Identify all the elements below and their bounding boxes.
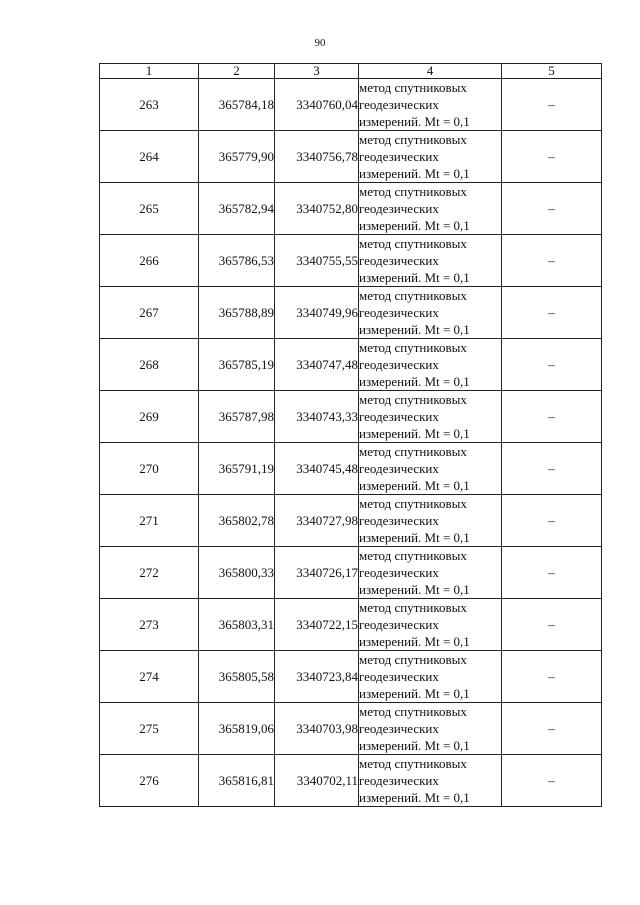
- y-coordinate-cell: 3340727,98: [275, 495, 359, 547]
- method-text-line: измерений. Mt = 0,1: [359, 270, 470, 285]
- x-coordinate-cell: 365785,19: [199, 339, 275, 391]
- x-coordinate-cell: 365803,31: [199, 599, 275, 651]
- method-cell: [359, 131, 502, 183]
- method-text-line: измерений. Mt = 0,1: [359, 374, 470, 389]
- y-coordinate-cell: 3340726,17: [275, 547, 359, 599]
- table-row: [100, 443, 602, 495]
- y-coordinate-cell: 3340743,33: [275, 391, 359, 443]
- method-text-line: геодезических: [359, 149, 439, 164]
- method-cell: [359, 287, 502, 339]
- method-cell: [359, 391, 502, 443]
- note-cell: –: [502, 287, 602, 339]
- method-cell: [359, 443, 502, 495]
- method-text-line: измерений. Mt = 0,1: [359, 738, 470, 753]
- point-number-cell: 268: [100, 339, 199, 391]
- method-text-line: измерений. Mt = 0,1: [359, 114, 470, 129]
- y-coordinate-cell: 3340756,78: [275, 131, 359, 183]
- table-row: [100, 79, 602, 131]
- note-cell: –: [502, 703, 602, 755]
- method-text-line: геодезических: [359, 201, 439, 216]
- table-row: [100, 495, 602, 547]
- note-cell: –: [502, 339, 602, 391]
- method-text-line: геодезических: [359, 513, 439, 528]
- y-coordinate-cell: 3340702,11: [275, 755, 359, 807]
- x-coordinate-cell: 365782,94: [199, 183, 275, 235]
- y-coordinate-cell: 3340745,48: [275, 443, 359, 495]
- y-coordinate-cell: 3340755,55: [275, 235, 359, 287]
- method-text-line: метод спутниковых: [359, 496, 467, 511]
- method-text-line: метод спутниковых: [359, 132, 467, 147]
- page-number: 90: [314, 37, 326, 49]
- method-text-line: геодезических: [359, 617, 439, 632]
- y-coordinate-cell: 3340747,48: [275, 339, 359, 391]
- note-cell: –: [502, 651, 602, 703]
- method-text-line: геодезических: [359, 669, 439, 684]
- point-number-cell: 270: [100, 443, 199, 495]
- method-text-line: измерений. Mt = 0,1: [359, 634, 470, 649]
- point-number-cell: 266: [100, 235, 199, 287]
- table-row: [100, 651, 602, 703]
- point-number-cell: 271: [100, 495, 199, 547]
- method-text-line: геодезических: [359, 97, 439, 112]
- table-row: [100, 339, 602, 391]
- header-cell-1: 1: [100, 64, 199, 79]
- method-text-line: геодезических: [359, 721, 439, 736]
- method-text-line: метод спутниковых: [359, 184, 467, 199]
- table-row: [100, 183, 602, 235]
- method-text-line: геодезических: [359, 773, 439, 788]
- x-coordinate-cell: 365786,53: [199, 235, 275, 287]
- method-cell: [359, 599, 502, 651]
- coordinates-table: [99, 63, 602, 807]
- method-text-line: метод спутниковых: [359, 288, 467, 303]
- table-row: [100, 703, 602, 755]
- method-cell: [359, 183, 502, 235]
- method-text-line: метод спутниковых: [359, 80, 467, 95]
- method-text-line: измерений. Mt = 0,1: [359, 322, 470, 337]
- point-number-cell: 272: [100, 547, 199, 599]
- method-cell: [359, 755, 502, 807]
- header-cell-4: 4: [359, 64, 502, 79]
- point-number-cell: 274: [100, 651, 199, 703]
- table-row: [100, 599, 602, 651]
- point-number-cell: 263: [100, 79, 199, 131]
- method-cell: [359, 339, 502, 391]
- method-text-line: геодезических: [359, 357, 439, 372]
- note-cell: –: [502, 495, 602, 547]
- point-number-cell: 269: [100, 391, 199, 443]
- table-body: [100, 79, 602, 807]
- note-cell: –: [502, 599, 602, 651]
- method-text-line: геодезических: [359, 305, 439, 320]
- header-cell-5: 5: [502, 64, 602, 79]
- method-text-line: измерений. Mt = 0,1: [359, 478, 470, 493]
- note-cell: –: [502, 131, 602, 183]
- header-cell-2: 2: [199, 64, 275, 79]
- note-cell: –: [502, 391, 602, 443]
- method-text-line: геодезических: [359, 461, 439, 476]
- note-cell: –: [502, 79, 602, 131]
- x-coordinate-cell: 365800,33: [199, 547, 275, 599]
- x-coordinate-cell: 365816,81: [199, 755, 275, 807]
- note-cell: –: [502, 235, 602, 287]
- method-text-line: метод спутниковых: [359, 652, 467, 667]
- method-text-line: измерений. Mt = 0,1: [359, 686, 470, 701]
- method-cell: [359, 79, 502, 131]
- table-row: [100, 547, 602, 599]
- table-row: [100, 287, 602, 339]
- note-cell: –: [502, 547, 602, 599]
- note-cell: –: [502, 443, 602, 495]
- method-cell: [359, 703, 502, 755]
- note-cell: –: [502, 183, 602, 235]
- point-number-cell: 276: [100, 755, 199, 807]
- x-coordinate-cell: 365779,90: [199, 131, 275, 183]
- x-coordinate-cell: 365805,58: [199, 651, 275, 703]
- table-row: [100, 391, 602, 443]
- method-text-line: геодезических: [359, 253, 439, 268]
- table-row: [100, 131, 602, 183]
- y-coordinate-cell: 3340752,80: [275, 183, 359, 235]
- y-coordinate-cell: 3340722,15: [275, 599, 359, 651]
- method-text-line: метод спутниковых: [359, 756, 467, 771]
- method-text-line: метод спутниковых: [359, 236, 467, 251]
- point-number-cell: 264: [100, 131, 199, 183]
- x-coordinate-cell: 365787,98: [199, 391, 275, 443]
- method-text-line: метод спутниковых: [359, 600, 467, 615]
- x-coordinate-cell: 365802,78: [199, 495, 275, 547]
- method-text-line: измерений. Mt = 0,1: [359, 218, 470, 233]
- method-cell: [359, 547, 502, 599]
- method-text-line: метод спутниковых: [359, 392, 467, 407]
- x-coordinate-cell: 365788,89: [199, 287, 275, 339]
- x-coordinate-cell: 365784,18: [199, 79, 275, 131]
- method-text-line: метод спутниковых: [359, 340, 467, 355]
- y-coordinate-cell: 3340749,96: [275, 287, 359, 339]
- x-coordinate-cell: 365819,06: [199, 703, 275, 755]
- table-row: [100, 755, 602, 807]
- method-text-line: измерений. Mt = 0,1: [359, 582, 470, 597]
- method-cell: [359, 235, 502, 287]
- method-cell: [359, 495, 502, 547]
- point-number-cell: 275: [100, 703, 199, 755]
- table-row: [100, 235, 602, 287]
- header-row: [100, 64, 602, 79]
- method-text-line: метод спутниковых: [359, 548, 467, 563]
- y-coordinate-cell: 3340723,84: [275, 651, 359, 703]
- method-cell: [359, 651, 502, 703]
- method-text-line: метод спутниковых: [359, 444, 467, 459]
- method-text-line: геодезических: [359, 409, 439, 424]
- x-coordinate-cell: 365791,19: [199, 443, 275, 495]
- method-text-line: измерений. Mt = 0,1: [359, 530, 470, 545]
- point-number-cell: 265: [100, 183, 199, 235]
- point-number-cell: 267: [100, 287, 199, 339]
- y-coordinate-cell: 3340760,04: [275, 79, 359, 131]
- method-text-line: измерений. Mt = 0,1: [359, 426, 470, 441]
- method-text-line: измерений. Mt = 0,1: [359, 166, 470, 181]
- point-number-cell: 273: [100, 599, 199, 651]
- note-cell: –: [502, 755, 602, 807]
- method-text-line: геодезических: [359, 565, 439, 580]
- y-coordinate-cell: 3340703,98: [275, 703, 359, 755]
- method-text-line: измерений. Mt = 0,1: [359, 790, 470, 805]
- method-text-line: метод спутниковых: [359, 704, 467, 719]
- header-cell-3: 3: [275, 64, 359, 79]
